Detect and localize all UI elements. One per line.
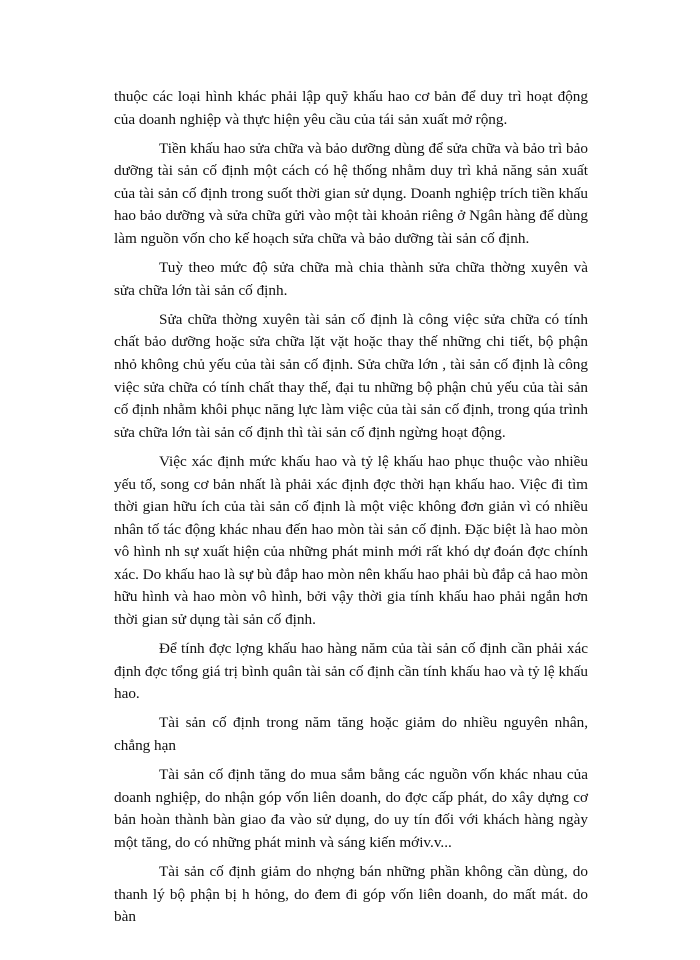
paragraph-7: Tài sản cố định trong năm tăng hoặc giảm do nhiều nguyên nhân, chẳng hạn xyxy=(114,714,588,755)
paragraph-6: Để tính đợc lợng khấu hao hàng năm của tài sản cố định cần phải xác định đợc tổng giá trị bình quân tài sản cố định cần tính khấu hao và tỷ lệ khấu hao. xyxy=(114,640,588,703)
paragraph-1: thuộc các loại hình khác phải lập quỹ khấu hao cơ bản để duy trì hoạt động của doanh nghiệp và thực hiện yêu cầu của tái sản xuất mở rộng. xyxy=(114,88,588,128)
document-body xyxy=(114,86,588,935)
paragraph-2: Tiền khấu hao sửa chữa và bảo dưỡng dùng để sửa chữa và bảo trì bảo dưỡng tài sản cố định một cách có hệ thống nhằm duy trì khả năng sản xuất của tài sản cố định trong suốt thời gian sử dụng. Doanh nghiệp trích tiền khấu hao bảo dưỡng và sửa chữa gửi vào một tài khoản riêng ở Ngân hàng để dùng làm nguồn vốn cho kế hoạch sửa chữa và bảo dưỡng tài sản cố định. xyxy=(114,139,588,248)
paragraph-5: Việc xác định mức khấu hao và tỷ lệ khấu hao phục thuộc vào nhiều yếu tố, song cơ bản nhất là phải xác định đợc thời hạn khấu hao. Việc đi tìm thời gian hữu ích của tài sản cố định là một việc không đơn giản vì có nhiều nhân tố tác động khác nhau đến hao mòn tài sản cố định. Đặc biệt là hao mòn vô hình nh sự xuất hiện của những phát minh mới rất khó dự đoán đợc chính xác. Do khấu hao là sự bù đắp hao mòn nên khấu hao phải bù đắp cả hao mòn hữu hình và hao mòn vô hình, bởi vậy thời gia tính khấu hao phải ngắn hơn thời gian sử dụng tài sản cố định. xyxy=(114,452,588,629)
paragraph-9: Tài sản cố định giảm do nhợng bán những phần không cần dùng, do thanh lý bộ phận bị h hỏng, do đem đi góp vốn liên doanh, do mất mát. do bàn xyxy=(114,863,588,926)
paragraph-8: Tài sản cố định tăng do mua sắm bằng các nguồn vốn khác nhau của doanh nghiệp, do nhận góp vốn liên doanh, do đợc cấp phát, do xây dựng cơ bản hoàn thành bàn giao đa vào sử dụng, do uy tín đối với khách hàng ngày một tăng, do có những phát minh và sáng kiến mớiv.v... xyxy=(114,766,588,851)
paragraph-3: Tuỳ theo mức độ sửa chữa mà chia thành sửa chữa thờng xuyên và sửa chữa lớn tài sản cố định. xyxy=(114,259,588,299)
paragraph-4: Sửa chữa thờng xuyên tài sản cố định là công việc sửa chữa có tính chất bảo dưỡng hoặc sửa chữa lặt vặt hoặc thay thế những chi tiết, bộ phận nhỏ không chủ yếu của tài sản cố định. Sửa chữa lớn , tài sản cố định là công việc sửa chữa có tính chất thay thế, đại tu những bộ phận chủ yếu của tài sản cố định nhằm khôi phục năng lực làm việc của tài sản cố định, trong qúa trình sửa chữa lớn tài sản cố định thì tài sản cố định ngừng hoạt động. xyxy=(114,310,588,441)
